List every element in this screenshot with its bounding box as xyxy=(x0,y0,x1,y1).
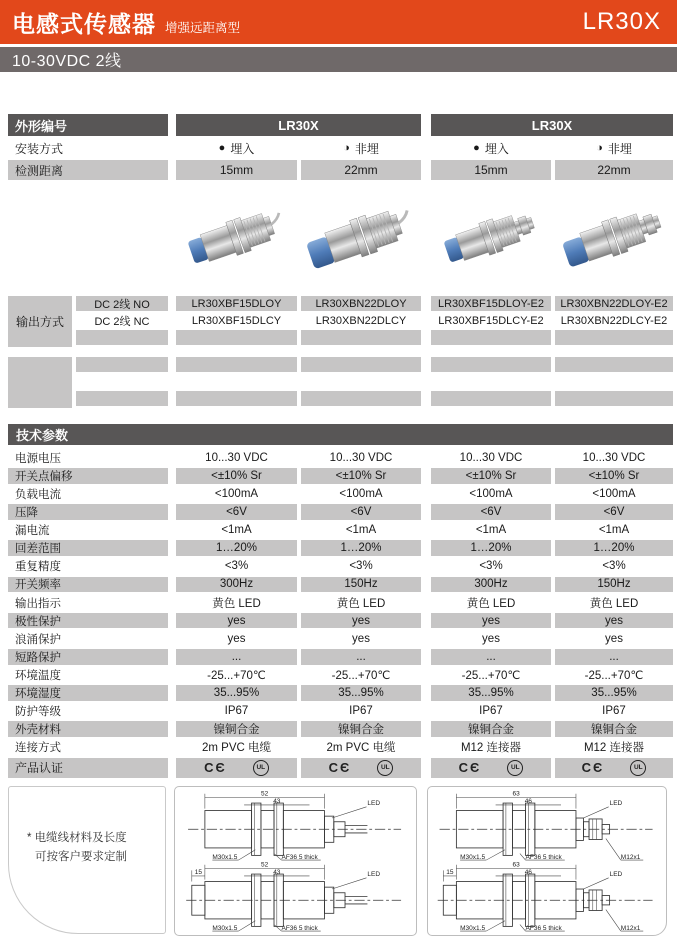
flush-icon: ● xyxy=(218,142,226,154)
svg-text:63: 63 xyxy=(512,861,520,869)
tech-param-value: yes xyxy=(176,613,297,629)
page-title: 电感式传感器 xyxy=(12,10,156,37)
empty-cell xyxy=(76,357,168,372)
mount-cell xyxy=(555,138,673,158)
tech-param-value: ... xyxy=(301,649,421,665)
tech-param-value: 10...30 VDC xyxy=(459,451,523,464)
tech-param-label: 防护等级 xyxy=(15,706,61,719)
tech-table xyxy=(8,450,673,778)
tech-param-value: <±10% Sr xyxy=(431,468,551,484)
tech-param-value: <±10% Sr xyxy=(555,468,673,484)
dimension-drawing-connector-flush xyxy=(430,790,664,861)
tech-param-value: 35...95% xyxy=(176,685,297,701)
cable-note-box xyxy=(8,786,166,934)
tech-param-value: 黄色 LED xyxy=(212,597,261,610)
output-row-empty xyxy=(76,330,673,345)
tech-param-value: yes xyxy=(431,613,551,629)
output-row-empty xyxy=(76,374,673,389)
tech-param-value: <1mA xyxy=(475,524,507,537)
footer-section xyxy=(8,786,673,936)
tech-param-value: 1…20% xyxy=(301,540,421,556)
tech-row xyxy=(8,740,673,756)
tech-row xyxy=(8,685,673,701)
note-line-2: 可按客户要求定制 xyxy=(35,851,127,864)
tech-row xyxy=(8,703,673,719)
tech-row xyxy=(8,468,673,484)
model-number: LR30XBN22DLCY-E2 xyxy=(560,314,668,327)
tech-param-value: 1…20% xyxy=(431,540,551,556)
sensor-image xyxy=(180,194,293,280)
tech-param-value: <100mA xyxy=(214,487,259,500)
empty-cell xyxy=(176,391,297,406)
tech-param-value: -25...+70℃ xyxy=(461,669,521,682)
tech-param-label: 负载电流 xyxy=(15,488,61,501)
certification-cell xyxy=(431,758,551,778)
output-label: 输出方式 xyxy=(8,296,72,347)
tech-param-value: M12 连接器 xyxy=(583,742,645,755)
tech-param-value: 镍铜合金 xyxy=(176,721,297,737)
tech-param-value: yes xyxy=(605,632,623,645)
ul-mark-icon: UL xyxy=(507,760,523,776)
output-type: DC 2线 NO xyxy=(76,296,168,311)
ul-mark-icon: UL xyxy=(630,760,646,776)
selection-table xyxy=(8,114,673,408)
tech-param-label: 漏电流 xyxy=(15,525,50,538)
nonflush-icon: ◑ xyxy=(596,142,603,154)
output-rows xyxy=(76,296,673,347)
distance-row xyxy=(8,160,673,180)
certification-label: 产品认证 xyxy=(8,758,168,778)
mount-text: 埋入 xyxy=(230,141,255,156)
group-header-1: LR30X xyxy=(176,114,421,136)
svg-text:M30x1.5: M30x1.5 xyxy=(460,853,486,861)
drawing-box-connector xyxy=(427,786,667,936)
tech-param-label: 开关点偏移 xyxy=(8,468,168,484)
tech-param-value: <6V xyxy=(301,504,421,520)
tech-param-value: 300Hz xyxy=(176,577,297,593)
note-line-1: * 电缆线材料及长度 xyxy=(27,831,127,844)
tech-param-label: 浪涌保护 xyxy=(15,633,61,646)
empty-cell xyxy=(555,357,673,372)
distance-value: 15mm xyxy=(431,160,551,180)
tech-row xyxy=(8,486,673,502)
selection-header-row xyxy=(8,114,673,136)
svg-text:AF36 5 thick: AF36 5 thick xyxy=(525,853,562,861)
mount-text: 埋入 xyxy=(484,141,509,156)
sensor-image xyxy=(555,193,672,282)
tech-param-label: 回差范围 xyxy=(8,540,168,556)
tech-param-label: 极性保护 xyxy=(8,613,168,629)
tech-rows xyxy=(8,450,673,755)
tech-param-label: 外壳材料 xyxy=(8,721,168,737)
svg-text:LED: LED xyxy=(609,870,623,878)
tech-param-value: 黄色 LED xyxy=(466,597,516,610)
tech-param-value: 1…20% xyxy=(555,540,673,556)
tech-param-value: 35...95% xyxy=(301,685,421,701)
output-section xyxy=(8,296,673,408)
tech-param-value: ... xyxy=(176,649,297,665)
flush-icon: ● xyxy=(473,142,480,154)
tech-row xyxy=(8,721,673,737)
tech-param-value: <100mA xyxy=(469,487,513,500)
drawing-box-cable xyxy=(174,786,417,936)
mount-cell xyxy=(431,138,551,158)
tech-param-value: 35...95% xyxy=(431,685,551,701)
svg-text:LED: LED xyxy=(367,799,381,807)
tech-param-value: <3% xyxy=(479,560,503,573)
tech-param-value: <6V xyxy=(555,504,673,520)
tech-param-value: <100mA xyxy=(339,487,383,500)
ul-mark-icon: UL xyxy=(377,760,393,776)
tech-param-value: -25...+70℃ xyxy=(331,669,391,682)
output-type: DC 2线 NC xyxy=(94,315,150,328)
model-number: LR30XBN22DLCY xyxy=(315,314,407,327)
distance-value: 22mm xyxy=(555,160,673,180)
empty-cell xyxy=(301,330,421,345)
tech-param-value: 10...30 VDC xyxy=(205,451,268,464)
svg-text:LED: LED xyxy=(367,870,381,878)
tech-param-value: IP67 xyxy=(602,705,626,718)
tech-row xyxy=(8,504,673,520)
tech-param-value: IP67 xyxy=(349,705,373,718)
mount-cell xyxy=(176,138,297,158)
tech-param-value: yes xyxy=(227,632,246,645)
empty-cell xyxy=(76,330,168,345)
tech-row xyxy=(8,577,673,593)
certification-cell xyxy=(555,758,673,778)
empty-cell xyxy=(555,330,673,345)
tech-param-label: 连接方式 xyxy=(15,742,61,755)
tech-param-value: yes xyxy=(555,613,673,629)
svg-text:AF36 5 thick: AF36 5 thick xyxy=(525,924,562,932)
empty-cell xyxy=(555,391,673,406)
distance-label: 检测距离 xyxy=(8,160,168,180)
model-name: LR30X xyxy=(582,8,661,35)
tech-row xyxy=(8,631,673,647)
empty-cell xyxy=(176,330,297,345)
tech-row xyxy=(8,522,673,538)
tech-param-label: 开关频率 xyxy=(8,577,168,593)
svg-text:M30x1.5: M30x1.5 xyxy=(212,924,238,932)
tech-param-label: 电源电压 xyxy=(15,452,61,465)
certification-row xyxy=(8,758,673,778)
distance-value: 15mm xyxy=(176,160,297,180)
output-row-empty xyxy=(76,357,673,372)
tech-param-value: <1mA xyxy=(221,524,252,537)
dimension-drawing-connector-nonflush xyxy=(430,861,664,932)
voltage-banner xyxy=(0,47,677,72)
output-group-1 xyxy=(8,296,673,347)
svg-text:43: 43 xyxy=(273,797,281,805)
output-row-empty xyxy=(76,391,673,406)
tech-param-value: <1mA xyxy=(598,524,630,537)
ce-mark-icon: CЄ xyxy=(204,760,227,776)
tech-param-value: 300Hz xyxy=(431,577,551,593)
tech-row xyxy=(8,667,673,683)
svg-text:M30x1.5: M30x1.5 xyxy=(460,924,486,932)
tech-param-value: ... xyxy=(431,649,551,665)
svg-text:46: 46 xyxy=(524,868,532,876)
sensor-image xyxy=(437,196,545,278)
tech-param-value: 黄色 LED xyxy=(336,597,386,610)
group-header-2: LR30X xyxy=(431,114,673,136)
tech-param-value: 镍铜合金 xyxy=(431,721,551,737)
empty-cell xyxy=(431,330,551,345)
tech-section-title: 技术参数 xyxy=(16,428,69,443)
svg-text:LED: LED xyxy=(609,799,623,807)
output-group-2 xyxy=(8,357,673,408)
tech-param-value: IP67 xyxy=(479,705,503,718)
tech-param-value: <1mA xyxy=(345,524,377,537)
voltage-label: 10-30VDC 2线 xyxy=(12,53,122,70)
tech-param-value: 镍铜合金 xyxy=(555,721,673,737)
tech-param-value: IP67 xyxy=(224,705,249,718)
svg-text:63: 63 xyxy=(512,790,520,798)
tech-param-value: 1…20% xyxy=(176,540,297,556)
tech-param-value: 35...95% xyxy=(555,685,673,701)
corner-header: 外形编号 xyxy=(8,114,168,136)
tech-param-value: <6V xyxy=(431,504,551,520)
nonflush-icon: ◑ xyxy=(343,142,350,154)
empty-cell xyxy=(76,391,168,406)
mount-cell xyxy=(301,138,421,158)
model-number: LR30XBF15DLOY xyxy=(176,296,297,311)
tech-param-value: <3% xyxy=(349,560,373,573)
sensor-image xyxy=(299,191,423,284)
tech-param-value: 150Hz xyxy=(555,577,673,593)
tech-param-value: -25...+70℃ xyxy=(584,669,644,682)
tech-param-label: 短路保护 xyxy=(8,649,168,665)
tech-param-value: yes xyxy=(482,632,500,645)
model-number: LR30XBF15DLCY-E2 xyxy=(438,314,544,327)
tech-param-value: <±10% Sr xyxy=(176,468,297,484)
tech-row xyxy=(8,613,673,629)
ul-mark-icon: UL xyxy=(253,760,269,776)
certification-cell xyxy=(301,758,421,778)
dimension-drawing-cable-nonflush xyxy=(177,861,414,932)
tech-param-value: <3% xyxy=(602,560,626,573)
empty-cell xyxy=(431,391,551,406)
tech-param-label: 重复精度 xyxy=(15,561,61,574)
dimension-drawing-cable-flush xyxy=(177,790,414,861)
tech-param-label: 环境湿度 xyxy=(8,685,168,701)
tech-param-label: 输出指示 xyxy=(15,597,61,610)
sensor-photo-connector-nonflush xyxy=(555,181,673,293)
svg-text:52: 52 xyxy=(261,790,269,798)
sensor-photo-cable-nonflush xyxy=(301,181,421,293)
tech-param-value: 2m PVC 电缆 xyxy=(201,742,271,755)
certification-cell xyxy=(176,758,297,778)
tech-section-header xyxy=(8,424,673,445)
distance-value: 22mm xyxy=(301,160,421,180)
tech-param-value: <6V xyxy=(176,504,297,520)
tech-row xyxy=(8,540,673,556)
tech-param-value: 10...30 VDC xyxy=(329,451,393,464)
model-number: LR30XBN22DLOY-E2 xyxy=(555,296,673,311)
svg-text:M12x1: M12x1 xyxy=(620,853,641,861)
empty-cell xyxy=(301,357,421,372)
svg-text:AF36 5 thick: AF36 5 thick xyxy=(281,924,318,932)
tech-param-label: 压降 xyxy=(8,504,168,520)
tech-param-label: 环境温度 xyxy=(15,669,61,682)
model-number: LR30XBF15DLCY xyxy=(191,314,282,327)
svg-text:M30x1.5: M30x1.5 xyxy=(212,853,238,861)
tech-param-value: 黄色 LED xyxy=(589,597,639,610)
tech-param-value: 镍铜合金 xyxy=(301,721,421,737)
tech-param-value: <±10% Sr xyxy=(301,468,421,484)
product-photo-row xyxy=(8,181,673,293)
tech-row xyxy=(8,649,673,665)
output-row-nc xyxy=(76,313,673,328)
tech-param-value: 150Hz xyxy=(301,577,421,593)
tech-param-value: -25...+70℃ xyxy=(207,669,266,682)
ce-mark-icon: CЄ xyxy=(581,760,605,776)
tech-row xyxy=(8,595,673,611)
sensor-photo-connector-flush xyxy=(431,181,551,293)
output-row-no xyxy=(76,296,673,311)
mount-text: 非埋 xyxy=(607,141,632,156)
ce-mark-icon: CЄ xyxy=(458,760,482,776)
ce-mark-icon: CЄ xyxy=(328,760,352,776)
svg-text:52: 52 xyxy=(261,861,269,869)
tech-param-value: M12 连接器 xyxy=(460,742,522,755)
svg-text:46: 46 xyxy=(524,797,532,805)
sensor-photo-cable-flush xyxy=(176,181,297,293)
tech-param-value: <3% xyxy=(224,560,249,573)
tech-param-value: <100mA xyxy=(592,487,636,500)
header-banner xyxy=(0,0,677,44)
photo-spacer xyxy=(8,181,168,293)
tech-param-value: 2m PVC 电缆 xyxy=(326,742,396,755)
mount-row xyxy=(8,138,673,158)
empty-cell xyxy=(431,357,551,372)
mount-text: 非埋 xyxy=(354,141,379,156)
output-label-empty xyxy=(8,357,72,408)
tech-param-value: 10...30 VDC xyxy=(582,451,646,464)
svg-text:15: 15 xyxy=(194,868,202,876)
model-number: LR30XBF15DLOY-E2 xyxy=(431,296,551,311)
mount-label: 安装方式 xyxy=(15,141,64,156)
svg-text:43: 43 xyxy=(273,868,281,876)
tech-param-value: yes xyxy=(301,613,421,629)
empty-cell xyxy=(176,357,297,372)
empty-cell xyxy=(301,391,421,406)
svg-text:M12x1: M12x1 xyxy=(620,924,641,932)
tech-row xyxy=(8,450,673,466)
tech-row xyxy=(8,559,673,575)
tech-param-value: ... xyxy=(555,649,673,665)
tech-param-value: yes xyxy=(352,632,370,645)
page-subtitle: 增强远距离型 xyxy=(165,21,241,35)
svg-text:15: 15 xyxy=(446,868,454,876)
svg-text:AF36 5 thick: AF36 5 thick xyxy=(281,853,318,861)
model-number: LR30XBN22DLOY xyxy=(301,296,421,311)
output-rows xyxy=(76,357,673,408)
